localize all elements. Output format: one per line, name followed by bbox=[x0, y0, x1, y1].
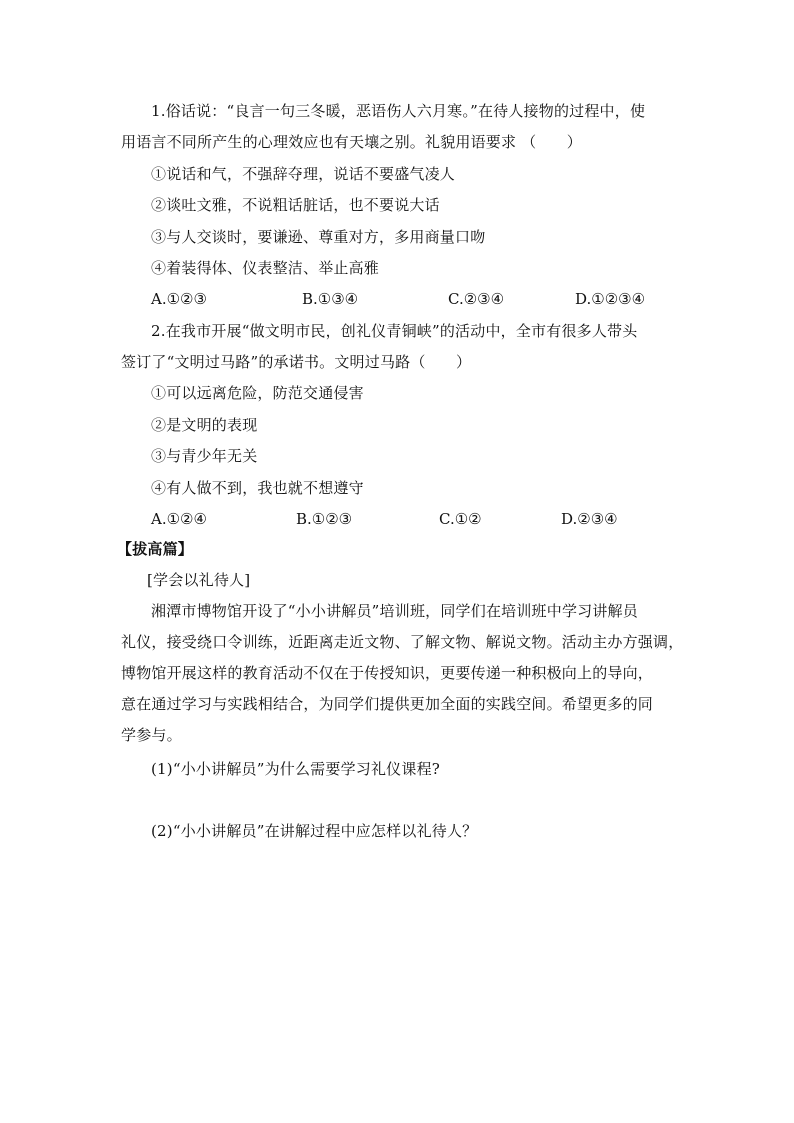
q2-item-1: ①可以远离危险，防范交通侵害 bbox=[151, 384, 364, 402]
passage-line-5: 学参与。 bbox=[121, 726, 182, 744]
q1-option-d: D.①②③④ bbox=[575, 290, 646, 308]
q1-option-a: A.①②③ bbox=[151, 290, 207, 308]
passage-line-1: 湘潭市博物馆开设了“小小讲解员”培训班，同学们在培训班中学习讲解员 bbox=[151, 602, 638, 620]
question-1: (1)“小小讲解员”为什么需要学习礼仪课程? bbox=[151, 760, 441, 778]
section-subheading: [学会以礼待人] bbox=[147, 571, 251, 589]
q2-item-2: ②是文明的表现 bbox=[151, 416, 258, 434]
q1-option-c: C.②③④ bbox=[448, 290, 505, 308]
passage-line-2: 礼仪，接受绕口令训练，近距离走近文物、了解文物、解说文物。活动主办方强调， bbox=[121, 633, 684, 651]
question-2: (2)“小小讲解员”在讲解过程中应怎样以礼待人？ bbox=[151, 822, 478, 840]
q2-stem-line-2: 签订了“文明过马路”的承诺书。文明过马路（ ） bbox=[121, 353, 472, 371]
passage-line-4: 意在通过学习与实践相结合，为同学们提供更加全面的实践空间。希望更多的同 bbox=[121, 695, 654, 713]
q1-stem-line-2: 用语言不同所产生的心理效应也有天壤之别。礼貌用语要求 （ ） bbox=[121, 133, 582, 151]
q1-option-b: B.①③④ bbox=[302, 290, 359, 308]
q1-stem-line-1: 1.俗话说：“良言一句三冬暖，恶语伤人六月寒。”在待人接物的过程中，使 bbox=[151, 102, 646, 120]
q2-option-b: B.①②③ bbox=[296, 510, 353, 528]
q2-option-a: A.①②④ bbox=[151, 510, 207, 528]
q1-item-1: ①说话和气，不强辞夺理，说话不要盛气凌人 bbox=[151, 165, 456, 183]
q2-item-3: ③与青少年无关 bbox=[151, 447, 258, 465]
q1-item-2: ②谈吐文雅，不说粗话脏话，也不要说大话 bbox=[151, 196, 440, 214]
q2-option-c: C.①② bbox=[439, 510, 482, 528]
q2-item-4: ④有人做不到，我也就不想遵守 bbox=[151, 479, 364, 497]
q1-item-4: ④着装得体、仪表整洁、举止高雅 bbox=[151, 259, 380, 277]
q2-option-d: D.②③④ bbox=[561, 510, 618, 528]
q1-item-3: ③与人交谈时，要谦逊、尊重对方，多用商量口吻 bbox=[151, 228, 486, 246]
section-heading: 【拔高篇】 bbox=[117, 540, 194, 558]
passage-line-3: 博物馆开展这样的教育活动不仅在于传授知识，更要传递一种积极向上的导向， bbox=[121, 664, 654, 682]
q2-stem-line-1: 2.在我市开展“做文明市民，创礼仪青铜峡”的活动中，全市有很多人带头 bbox=[151, 322, 638, 340]
